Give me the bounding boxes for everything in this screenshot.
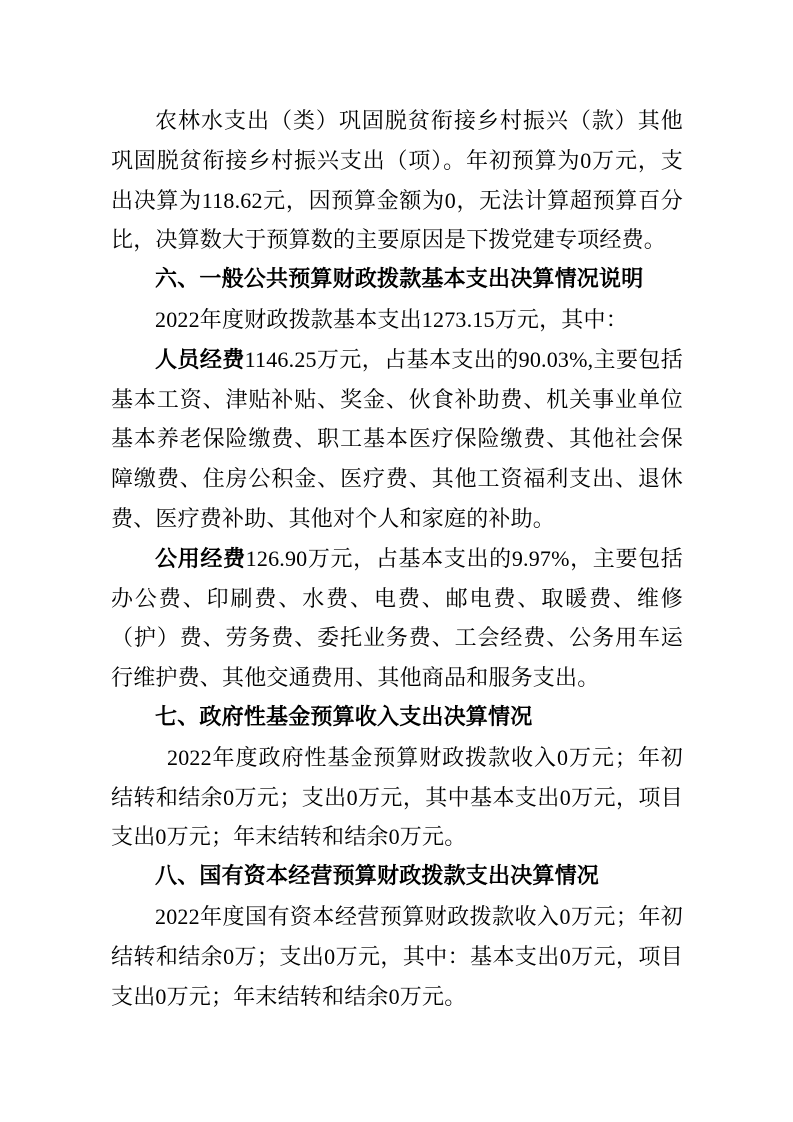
public-funds-text: 126.90万元，占基本支出的9.97%，主要包括办公费、印刷费、水费、电费、邮电费、取暖费、维修（护）费、劳务费、委托业务费、工会经费、公务用车运行维护费、其他交通费用、其他商品和服务支出。 [111,545,683,691]
paragraph-agriculture-water-expenditure: 农林水支出（类）巩固脱贫衔接乡村振兴（款）其他巩固脱贫衔接乡村振兴支出（项）。年初预算为0万元，支出决算为118.62元，因预算金额为0，无法计算超预算百分比，决算数大于预算数的主要原因是下拨党建专项经费。 [111,108,683,253]
personnel-funds-label: 人员经费 [155,346,245,372]
section-heading-eight: 八、国有资本经营预算财政拨款支出决算情况 [155,864,600,890]
paragraph-state-capital-budget: 2022年度国有资本经营预算财政拨款收入0万元；年初结转和结余0万；支出0万元，其中：基本支出0万元，项目支出0万元；年末结转和结余0万元。 [111,903,683,1009]
section-heading-seven: 七、政府性基金预算收入支出决算情况 [155,704,533,730]
paragraph-public-funds [111,539,683,698]
personnel-funds-text: 1146.25万元，占基本支出的90.03%,主要包括基本工资、津贴补贴、奖金、伙食补助费、机关事业单位基本养老保险缴费、职工基本医疗保险缴费、其他社会保障缴费、住房公积金、医疗费、其他工资福利支出、退休费、医疗费补助、其他对个人和家庭的补助。 [111,346,683,531]
paragraph-government-fund-budget: 2022年度政府性基金预算财政拨款收入0万元；年初结转和结余0万元；支出0万元，其中基本支出0万元，项目支出0万元；年末结转和结余0万元。 [111,744,683,850]
section-heading-six: 六、一般公共预算财政拨款基本支出决算情况说明 [155,267,644,293]
paragraph-personnel-funds [111,340,683,539]
paragraph-basic-expenditure-total: 2022年度财政拨款基本支出1273.15万元，其中： [155,306,628,332]
public-funds-label: 公用经费 [155,545,246,571]
